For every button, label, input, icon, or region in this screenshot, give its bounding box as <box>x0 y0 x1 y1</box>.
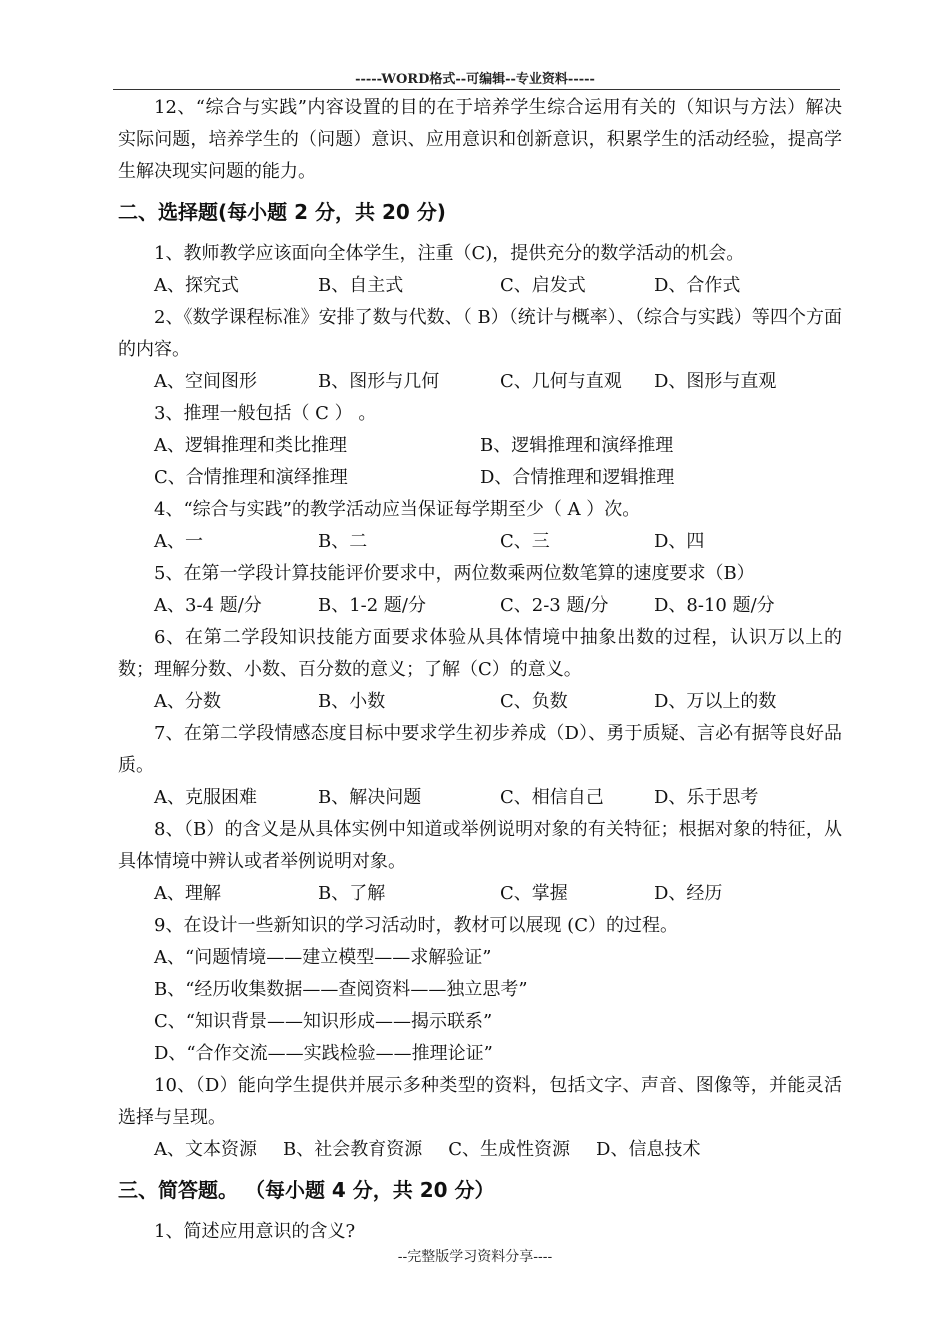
fill-question-12: 12、“综合与实践”内容设置的目的在于培养学生综合运用有关的（知识与方法）解决实际问题，培养学生的（问题）意识、应用意识和创新意识，积累学生的活动经验，提高学生解决现实问题的能力。 <box>118 97 842 182</box>
option-a: A、探究式 <box>154 275 239 296</box>
options-q9-d <box>118 1038 842 1070</box>
options-q2 <box>118 366 842 398</box>
option-d: D、合情推理和逻辑推理 <box>480 467 675 488</box>
option-d: D、经历 <box>654 883 723 904</box>
option-d: D、万以上的数 <box>654 691 777 712</box>
choice-question-5: 5、在第一学段计算技能评价要求中，两位数乘两位数笔算的速度要求（B） <box>154 563 755 584</box>
choice-question-2: 2、《数学课程标准》安排了数与代数、（ B）（统计与概率）、（综合与实践）等四个方面的内容。 <box>118 307 842 360</box>
options-q9-b <box>118 974 842 1006</box>
option-d: D、8-10 题/分 <box>654 595 775 616</box>
option-a: A、逻辑推理和类比推理 <box>154 435 347 456</box>
option-b: B、自主式 <box>318 275 404 296</box>
choice-question-10: 10、（D）能向学生提供并展示多种类型的资料，包括文字、声音、图像等，并能灵活选择与呈现。 <box>118 1075 842 1128</box>
option-d: D、合作式 <box>654 275 741 296</box>
option-d: D、乐于思考 <box>654 787 759 808</box>
choice-question-6: 6、在第二学段知识技能方面要求体验从具体情境中抽象出数的过程，认识万以上的数；理解分数、小数、百分数的意义；了解（C）的意义。 <box>118 627 842 680</box>
option-c: C、“知识背景——知识形成——揭示联系” <box>154 1011 493 1032</box>
options-q9-c <box>118 1006 842 1038</box>
section-heading-choice: 二、选择题(每小题 2 分，共 20 分) <box>118 200 446 224</box>
options-q7 <box>118 782 842 814</box>
choice-question-4: 4、“综合与实践”的教学活动应当保证每学期至少（ A ）次。 <box>154 499 641 520</box>
option-c: C、三 <box>500 531 550 552</box>
option-c: C、掌握 <box>500 883 568 904</box>
option-b: B、社会教育资源 <box>283 1139 423 1160</box>
option-a: A、3-4 题/分 <box>154 595 262 616</box>
page-footer: --完整版学习资料分享---- <box>397 1249 553 1265</box>
option-d: D、信息技术 <box>596 1139 701 1160</box>
choice-question-3: 3、推理一般包括（ C ） 。 <box>154 403 377 424</box>
option-a: A、空间图形 <box>154 371 257 392</box>
option-b: B、图形与几何 <box>318 371 440 392</box>
options-q6 <box>118 686 842 718</box>
option-d: D、四 <box>654 531 705 552</box>
section-heading-short-answer: 三、简答题。 （每小题 4 分，共 20 分） <box>118 1178 495 1202</box>
option-b: B、1-2 题/分 <box>318 595 426 616</box>
choice-question-7: 7、在第二学段情感态度目标中要求学生初步养成（D）、勇于质疑、言必有据等良好品质。 <box>118 723 842 776</box>
options-q9-a <box>118 942 842 974</box>
option-b: B、“经历收集数据——查阅资料——独立思考” <box>154 979 528 1000</box>
option-b: B、逻辑推理和演绎推理 <box>480 435 674 456</box>
document-body <box>118 92 842 1248</box>
option-a: A、理解 <box>154 883 221 904</box>
option-b: B、了解 <box>318 883 386 904</box>
option-c: C、生成性资源 <box>448 1139 571 1160</box>
options-q3-row1 <box>118 430 842 462</box>
choice-question-1: 1、教师教学应该面向全体学生，注重（C)，提供充分的数学活动的机会。 <box>154 243 745 264</box>
option-b: B、小数 <box>318 691 386 712</box>
option-a: A、文本资源 <box>154 1139 257 1160</box>
options-q1 <box>118 270 842 302</box>
options-q8 <box>118 878 842 910</box>
option-c: C、启发式 <box>500 275 586 296</box>
option-a: A、克服困难 <box>154 787 257 808</box>
option-d: D、“合作交流——实践检验——推理论证” <box>154 1043 493 1064</box>
option-c: C、负数 <box>500 691 568 712</box>
page-header: -----WORD格式--可编辑--专业资料----- <box>355 72 595 87</box>
short-answer-question-1: 1、简述应用意识的含义? <box>154 1221 356 1242</box>
header-rule <box>113 89 840 90</box>
options-q5 <box>118 590 842 622</box>
option-c: C、2-3 题/分 <box>500 595 609 616</box>
option-d: D、图形与直观 <box>654 371 777 392</box>
option-a: A、“问题情境——建立模型——求解验证” <box>154 947 492 968</box>
option-b: B、解决问题 <box>318 787 422 808</box>
choice-question-8: 8、（B）的含义是从具体实例中知道或举例说明对象的有关特征；根据对象的特征，从具体情境中辨认或者举例说明对象。 <box>118 819 842 872</box>
option-a: A、分数 <box>154 691 221 712</box>
choice-question-9: 9、在设计一些新知识的学习活动时，教材可以展现 (C）的过程。 <box>154 915 678 936</box>
option-c: C、合情推理和演绎推理 <box>154 467 348 488</box>
options-q10 <box>118 1134 842 1166</box>
option-b: B、二 <box>318 531 368 552</box>
options-q4 <box>118 526 842 558</box>
option-c: C、相信自己 <box>500 787 604 808</box>
option-a: A、一 <box>154 531 203 552</box>
option-c: C、几何与直观 <box>500 371 622 392</box>
options-q3-row2 <box>118 462 842 494</box>
